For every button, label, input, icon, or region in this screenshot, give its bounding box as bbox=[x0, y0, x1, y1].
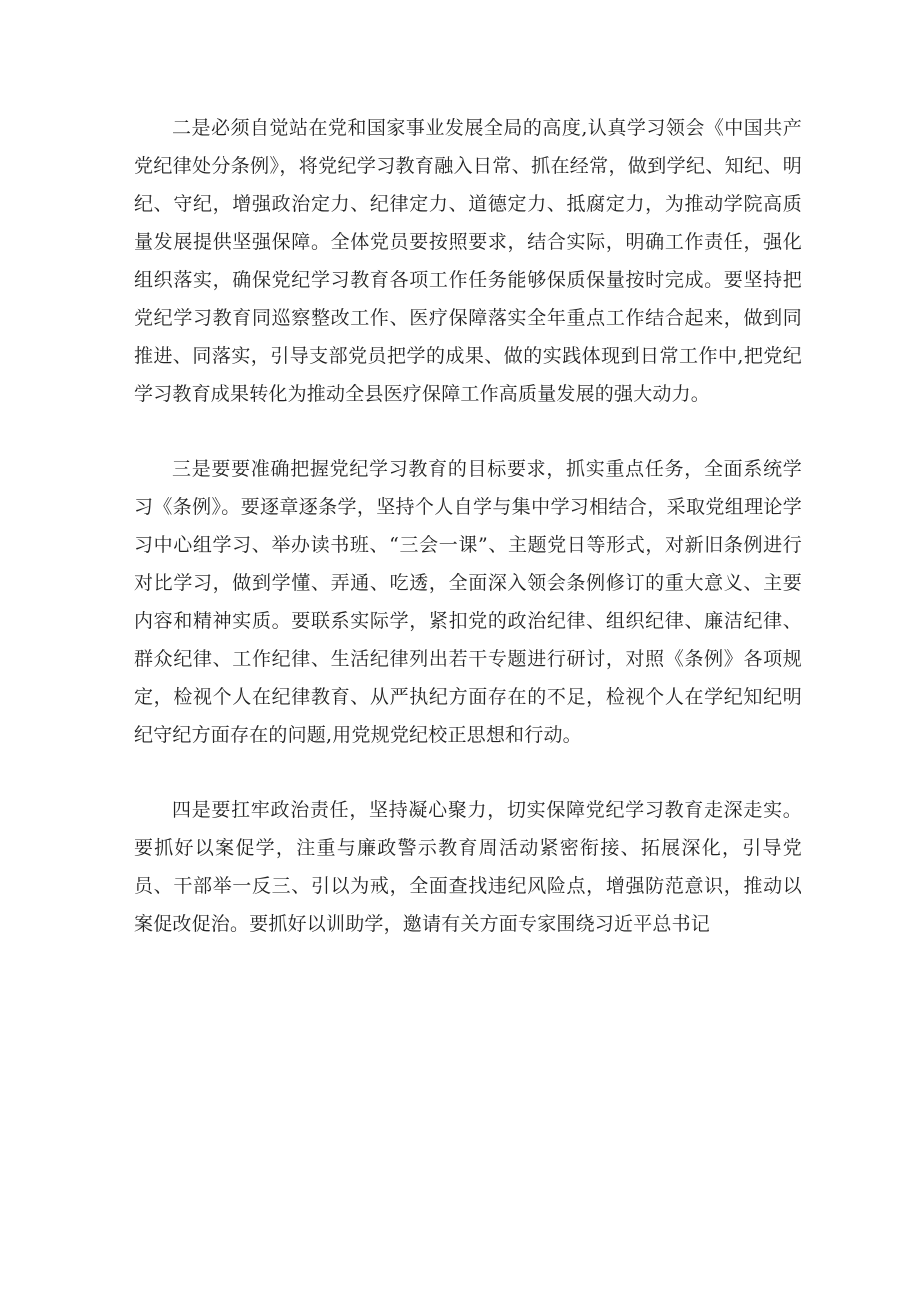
paragraph-3: 三是要要准确把握党纪学习教育的目标要求，抓实重点任务，全面系统学习《条例》。要逐章逐条学，坚持个人自学与集中学习相结合，采取党组理论学习中心组学习、举办读书班、“三会一课”、主题党日等形式，对新旧条例进行对比学习，做到学懂、弄通、吃透，全面深入领会条例修订的重大意义、主要内容和精神实质。要联系实际学，紧扣党的政治纪律、组织纪律、廉洁纪律、群众纪律、工作纪律、生活纪律列出若干专题进行研讨，对照《条例》各项规定，检视个人在纪律教育、从严执纪方面存在的不足，检视个人在学纪知纪明纪守纪方面存在的问题,用党规党纪校正思想和行动。 bbox=[134, 458, 802, 746]
paragraph-4: 四是要扛牢政治责任，坚持凝心聚力，切实保障党纪学习教育走深走实。要抓好以案促学，注重与廉政警示教育周活动紧密衔接、拓展深化，引导党员、干部举一反三、引以为戒，全面查找违纪风险点，增强防范意识，推动以案促改促治。要抓好以训助学，邀请有关方面专家围绕习近平总书记 bbox=[134, 799, 802, 935]
document-body bbox=[134, 109, 802, 943]
paragraph-2: 二是必须自觉站在党和国家事业发展全局的高度,认真学习领会《中国共产党纪律处分条例》，将党纪学习教育融入日常、抓在经常，做到学纪、知纪、明纪、守纪，增强政治定力、纪律定力、道德定力、抵腐定力，为推动学院高质量发展提供坚强保障。全体党员要按照要求，结合实际，明确工作责任，强化组织落实，确保党纪学习教育各项工作任务能够保质保量按时完成。要坚持把党纪学习教育同巡察整改工作、医疗保障落实全年重点工作结合起来，做到同推进、同落实，引导支部党员把学的成果、做的实践体现到日常工作中,把党纪学习教育成果转化为推动全县医疗保障工作高质量发展的强大动力。 bbox=[134, 117, 802, 405]
